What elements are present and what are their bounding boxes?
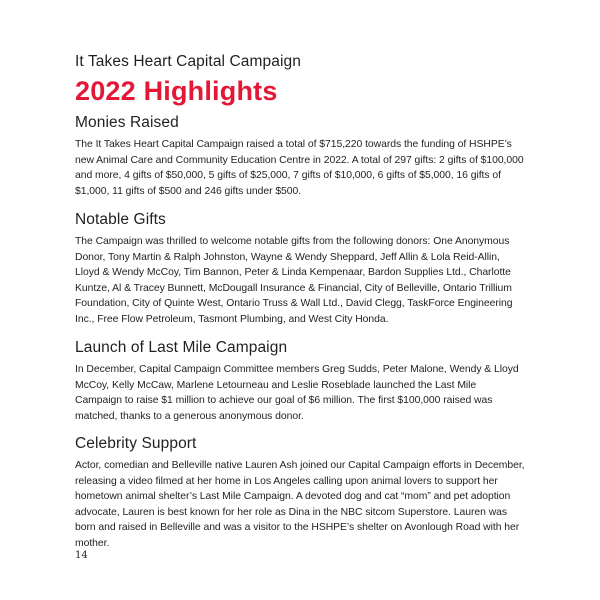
section-heading: Launch of Last Mile Campaign — [75, 339, 288, 356]
section-notable-gifts — [75, 210, 525, 327]
section-monies-raised — [75, 113, 525, 199]
section-heading: Celebrity Support — [75, 435, 197, 452]
section-heading: Monies Raised — [75, 114, 179, 131]
page-title: 2022 Highlights — [75, 76, 278, 106]
document-page — [75, 52, 525, 551]
section-last-mile-campaign — [75, 338, 525, 424]
page-number: 14 — [75, 550, 88, 561]
section-body: The Campaign was thrilled to welcome notable gifts from the following donors: One Anonymous Donor, Tony Martin & Ralph Johnston, Wayne & Wendy Sheppard, Jeff Allin & Lola Reid-Allin, Lloyd & Wendy McCoy, Tim Bannon, Peter & Linda Kempenaar, Bardon Supplies Ltd., Charlotte Kuntze, Al & Tracey Bunnett, McDougall Insurance & Financial, City of Belleville, Ontario Trillium Foundation, City of Quinte West, Ontario Truss & Wall Ltd., David Clegg, TaskForce Engineering Inc., Free Flow Petroleum, Tasmont Plumbing, and West City Honda. — [75, 236, 513, 325]
section-heading: Notable Gifts — [75, 211, 166, 228]
section-body: Actor, comedian and Belleville native Lauren Ash joined our Capital Campaign efforts in December, releasing a video filmed at her home in Los Angeles calling upon animal lovers to support her hometown animal shelter’s Last Mile Campaign. A devoted dog and cat “mom” and pet adoption advocate, Lauren is best known for her role as Dina in the NBC sitcom Superstore. Lauren was born and raised in Belleville and was a visitor to the HSHPE’s shelter on Avonlough Road with her mother. — [75, 460, 525, 549]
section-celebrity-support — [75, 434, 525, 551]
campaign-name: It Takes Heart Capital Campaign — [75, 53, 301, 70]
section-body: In December, Capital Campaign Committee members Greg Sudds, Peter Malone, Wendy & Lloyd McCoy, Kelly McCaw, Marlene Letourneau and Leslie Roseblade launched the Last Mile Campaign to raise $1 million to achieve our goal of $6 million. The first $100,000 raised was matched, thanks to a generous anonymous donor. — [75, 364, 519, 422]
section-body: The It Takes Heart Capital Campaign raised a total of $715,220 towards the funding of HSHPE’s new Animal Care and Community Education Centre in 2022. A total of 297 gifts: 2 gifts of $100,000 and more, 4 gifts of $50,000, 5 gifts of $25,000, 7 gifts of $10,000, 6 gifts of $5,000, 16 gifts of $1,000, 11 gifts of $500 and 246 gifts under $500. — [75, 139, 524, 197]
